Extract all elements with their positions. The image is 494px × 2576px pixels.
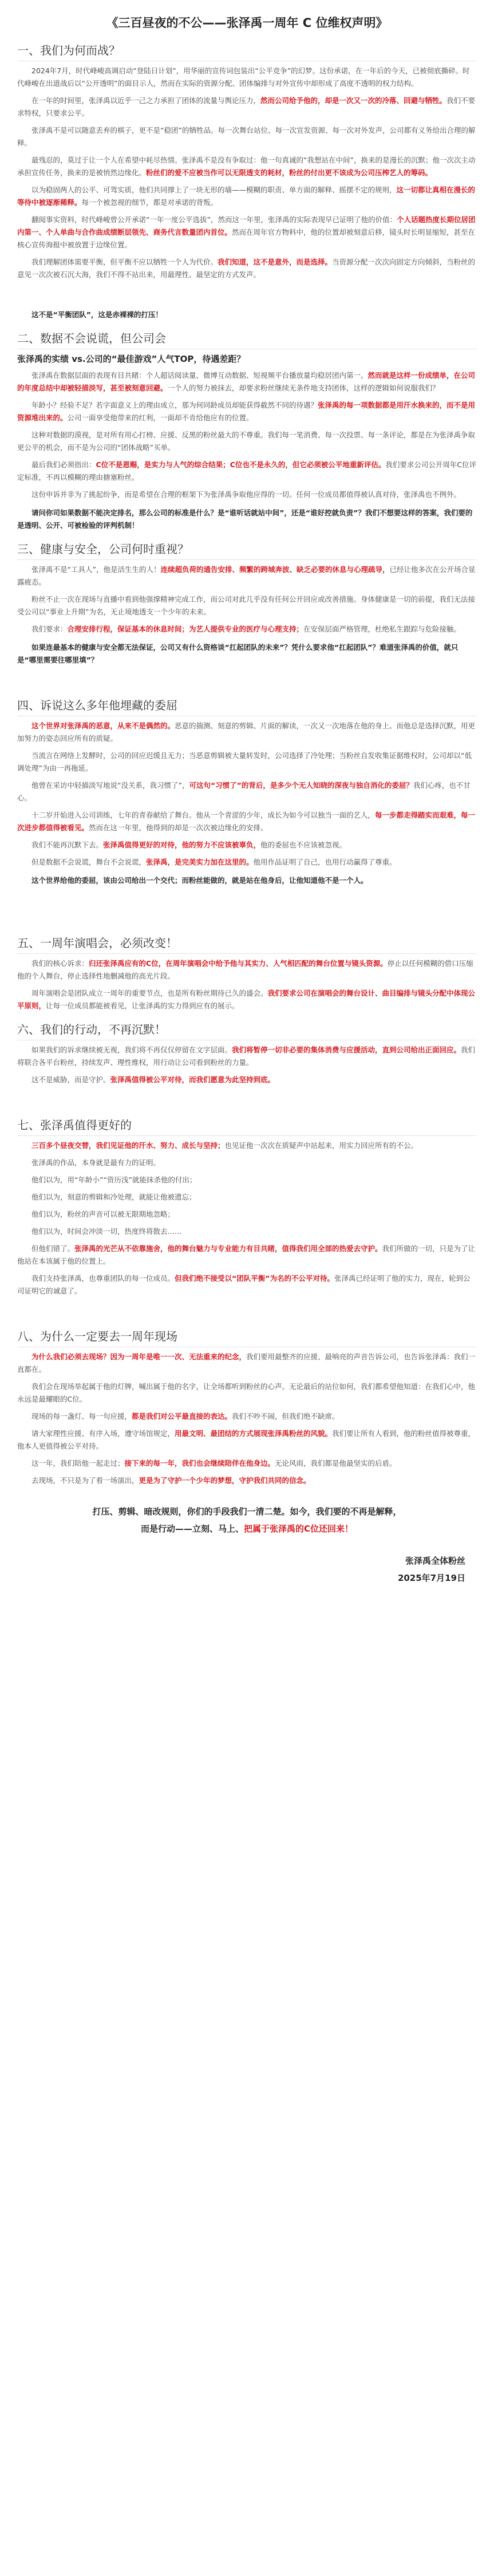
highlight-text: 我们知道，这不是意外，而是选择。: [218, 258, 333, 266]
list-line: 他们以为，时间会冲淡一切，热度终将散去……: [31, 1227, 182, 1236]
paragraph: [17, 1410, 477, 1423]
text: 我们要求公司公开周年C位评定标准，不再以模糊的理由搪塞粉丝。: [17, 460, 477, 482]
text: 然而在这一年里，他得到的却是一次次被边缘化的安排。: [89, 823, 268, 832]
highlight-text: 这一切都让真相在漫长的等待中被逐渐稀释。: [17, 186, 476, 207]
section-heading: 三、健康与安全，公司何时重视？: [17, 540, 477, 560]
text: 也见证他一次次在质疑声中站起来，用实力回应所有的不公。: [224, 1141, 418, 1150]
closing-line: [17, 1520, 477, 1537]
signature-org: 张泽禹全体粉丝: [405, 1556, 465, 1566]
highlight-text: 接下来的每一年，我们也会继续陪伴在他身边。: [124, 1459, 275, 1468]
highlight-text: 张泽禹的每一项数据都是用汗水换来的，而不是用资源堆出来的。: [17, 401, 476, 422]
text: 我们的核心诉求：: [31, 959, 89, 968]
closing-statement: [17, 1503, 477, 1537]
text: 每一个被忽视的细节，都是对承诺的背叛。: [81, 198, 218, 207]
text: 最残忍的，莫过于让一个人在希望中耗尽热情。张泽禹不是没有争取过：他一句真诚的“我想站在中间”，换来的是漫长的沉默；他一次次主动承担宣传任务，换来的是被悄然边缘化。: [17, 156, 476, 177]
text: 如果我们的诉求继续被无视，我们将不再仅仅停留在文字层面。: [31, 1046, 232, 1054]
paragraph: [17, 809, 477, 834]
text: 在安保层面严格管理，杜绝私生跟踪与危险接触。: [303, 625, 461, 633]
paragraph: 张泽禹不是可以随意丢弃的棋子，更不是“稳团”的牺牲品。每一次舞台站位、每一次宣发资源、每一次对外发声，公司都有义务给出合理的解释。: [17, 126, 476, 147]
paragraph: [17, 184, 477, 209]
highlight-text: 但我们绝不接受以“团队平衡”为名的不公平对待。: [175, 1274, 334, 1283]
text: 张泽禹已经证明了他的实力，现在，轮到公司证明它的诚意了。: [17, 1274, 471, 1295]
text: 一个人的努力被抹去，却要求粉丝继续无条件地支持团体，这样的逻辑如何说服我们？: [167, 384, 440, 392]
highlight-text: 个人话题热度长期位居团内第一、个人单曲与合作曲成绩断层领先、商务代言数量团内首位。: [17, 215, 476, 236]
text: 我们不吵不闹，但我们绝不缺席。: [232, 1412, 339, 1421]
paragraph: [17, 1474, 477, 1487]
text: 我们要让所有人看到，他的粉丝值得被尊重，他本人更值得被公平对待。: [17, 1429, 476, 1450]
paragraph: 当流言在网络上发酵时，公司的回应迟缓且无力；当恶意剪辑被大量转发时，公司选择了冷处理；当粉丝自发收集证据维权时，公司却以“低调处理”为由一再拖延。: [17, 751, 472, 772]
section-heading: 二、数据不会说谎，但公司会: [17, 329, 477, 349]
text: 然而在周年官方物料中，他的位置却被刻意后移，镜头时长明显缩短，甚至在核心宣传海报中被放置于边缘位置。: [17, 228, 476, 249]
paragraph: [17, 957, 477, 983]
closing-line: 打压、剪辑、暗改规则，你们的手段我们一清二楚。如今，我们要的不再是解释，: [92, 1506, 402, 1517]
paragraph: [17, 563, 477, 589]
text: 停止以任何模糊的借口压缩他的个人舞台，停止选择性地删减他的高光片段。: [17, 959, 473, 980]
section-heading: 七、张泽禹值得更好的: [17, 1116, 477, 1136]
text: 我们心疼，也不甘心。: [17, 781, 471, 802]
paragraph: [17, 1074, 477, 1086]
paragraph: [17, 369, 477, 395]
list-line: 他们以为，粉丝的声音可以被无限期地忽略；: [31, 1210, 175, 1218]
text: 请大家理性应援、有序入场，遵守场馆规定，: [31, 1429, 175, 1438]
paragraph: [17, 1272, 477, 1297]
highlight-text: 我们将暂停一切非必要的集体消费与应援活动，直到公司给出正面回应。: [232, 1046, 461, 1054]
paragraph: [17, 154, 477, 179]
section-conclusion: 这不是“平衡团队”，这是赤裸裸的打压！: [31, 310, 163, 319]
section-5: [17, 934, 477, 1012]
highlight-text: 这个世界对张泽禹的恶意，: [31, 721, 118, 730]
text: 而是行动——立刻、马上、: [140, 1524, 244, 1534]
section-2: [17, 329, 477, 532]
highlight-text: 然而就是这样一份成绩单，在公司的年度总结中却被轻描淡写，甚至被刻意回避。: [17, 371, 476, 392]
section-6: [17, 1020, 477, 1086]
text: 周年演唱会是团队成立一周年的重要节点，也是所有粉丝期待已久的盛会。: [31, 989, 268, 997]
text: 我们理解团体需要平衡，但平衡不应以牺牲一个人为代价。: [31, 258, 218, 266]
highlight-text: 三百多个昼夜交替，: [31, 1141, 96, 1150]
section-question: 如果连最基本的健康与安全都无法保证，公司又有什么资格谈“扛起团队的未来”？凭什么要求他“扛起团队”？难道张泽禹的价值，就只是“哪里需要往哪里填”？: [17, 643, 459, 664]
highlight-text: 每一步都走得踏实而艰难，每一次进步都值得被看见。: [17, 811, 476, 832]
highlight-text: 用最文明、最团结的方式展现张泽禹粉丝的风貌。: [175, 1429, 333, 1438]
section-heading: 四、诉说这么多年他埋藏的委屈: [17, 696, 477, 716]
paragraph: 2024年7月，时代峰峻高调启动“登陆日计划”，用华丽的宣传词包装出“公平竞争”的幻梦。这份承诺，在一年后的今天，已被彻底撕碎。时代峰峻在出道战后以“公开透明”的面目示人，然而在实际的资源分配、团体编排与对外宣传中却形成了高度不透明的权力结构。: [17, 66, 470, 88]
list-line: 他们以为，用“年龄小”“资历浅”就能抹杀他的付出；: [31, 1175, 197, 1184]
page-title: 《三百昼夜的不公——张泽禹一周年 C 位维权声明》: [106, 16, 388, 30]
text: 去现场，不只是为了看一场演出，: [31, 1476, 139, 1485]
paragraph: [17, 720, 477, 745]
highlight-text: 然而公司给予他的，却是一次又一次的冷落、回避与牺牲。: [260, 96, 447, 105]
paragraph: 这份申诉并非为了挑起纷争，而是希望在合理的框架下为张泽禹争取他应得的一切。任何一位成员都值得被认真对待，张泽禹也不例外。: [31, 490, 461, 499]
highlight-text: 合理安排行程，保证基本的休息时间；为艺人提供专业的医疗与心理支持；: [67, 625, 304, 633]
highlight-text: 连续超负荷的通告安排、频繁的跨城奔波、缺乏必要的休息与心理疏导，: [160, 565, 390, 574]
paragraph: [17, 1351, 477, 1376]
text: 当资源分配一次次向固定方向倾斜，当粉丝的意见一次次被石沉大海，我们不得不站出来，用最理性、最坚定的方式发声。: [17, 258, 476, 279]
highlight-text: 粉丝们的爱不应被当作可以无限透支的耗材，粉丝的付出更不该成为公司压榨艺人的筹码。: [146, 168, 433, 177]
paragraph: [17, 779, 477, 804]
text: 现场的每一盏灯、每一句应援，: [31, 1412, 132, 1421]
text: 他用作品证明了自己，也用行动赢得了尊重。: [253, 858, 397, 866]
highlight-text: 更是为了守护一个少年的梦想，守护我们共同的信念。: [139, 1476, 311, 1485]
paragraph: [17, 459, 477, 484]
section-heading: 一、我们为何而战？: [17, 41, 477, 61]
highlight-text: 张泽禹值得更好的对待，他的努力不应该被辜负，: [103, 841, 261, 849]
paragraph: 张泽禹的作品，本身就是最有力的证明。: [31, 1158, 161, 1167]
paragraph: [17, 256, 477, 281]
list-line: 他们以为，刻意的剪辑和冷处理，就能让他被遗忘；: [31, 1193, 196, 1201]
paragraph: 我们会在现场举起属于他的灯牌，喊出属于他的名字，让全场都听到粉丝的心声。无论最后的站位如何，我们都希望他知道：在我们心中，他永远是最耀眼的C位。: [17, 1382, 476, 1403]
signature-date: 2025年7月19日: [397, 1573, 465, 1583]
text: 但他们错了。: [31, 1244, 75, 1253]
section-heading: 五、一周年演唱会，必须改变！: [17, 934, 477, 954]
text: 我们不能再沉默下去。: [31, 841, 104, 849]
highlight-text: 我们见证他的汗水、努力、成长与坚持；: [96, 1141, 225, 1150]
text: 最后我们必须指出：: [31, 460, 96, 469]
highlight-text: 因为一周年是唯一一次、无法重来的纪念，: [110, 1352, 247, 1361]
signature: [17, 1552, 465, 1587]
text: 他的委屈也不应该被忽视。: [260, 841, 347, 849]
text: 我们所做的一切，只是为了让他站在本该属于他的位置上。: [17, 1244, 476, 1265]
text: 他曾在采访中轻描淡写地说“没关系，我习惯了”，: [31, 781, 189, 790]
section-heading: 六、我们的行动，不再沉默！: [17, 1020, 477, 1040]
section-heading: 八、为什么一定要去一周年现场: [17, 1327, 477, 1347]
paragraph: [17, 856, 477, 869]
paragraph: [17, 987, 477, 1012]
paragraph: [17, 399, 477, 424]
text: 我们要求：: [31, 625, 68, 633]
highlight-text: 我们要求公司在演唱会的舞台设计、曲目编排与镜头分配中体现公平原则，: [17, 989, 476, 1010]
section-1: [17, 41, 477, 321]
section-4: [17, 696, 477, 887]
text: 我们不要求特权，只要求公平。: [17, 96, 476, 117]
text: 让每一位成员都能被看见，让张泽禹的实力得到应有的展示。: [46, 1001, 239, 1010]
paragraph: [17, 94, 477, 120]
highlight-text: 张泽禹值得被公平对待，而我们愿意为此坚持到底。: [110, 1075, 275, 1084]
text: 但是数据不会说谎，舞台不会说谎，: [31, 858, 147, 866]
section-8: [17, 1327, 477, 1487]
paragraph: 这种对数据的漠视，是对所有用心打榜、应援、反黑的粉丝最大的不尊重。我们每一笔消费、每一次投票、每一条评论，都是在为张泽禹争取更公平的机会，而不是为公司的“团体战略”买单。: [17, 431, 476, 452]
section-3: [17, 540, 477, 666]
text: 这不是威胁，而是守护。: [31, 1075, 110, 1084]
text: 恶意的揣测、刻意的剪辑、片面的解读，一次又一次地落在他的身上。而他总是选择沉默，用更加努力的姿态回应所有的质疑。: [17, 721, 476, 743]
section-question: 请问你司如果数据不能决定排名，那么公司的标准是什么？是“谁听话就站中间”，还是“谁好控就负责”？我们不想要这样的答案，我们要的是透明、公开、可被检验的评判机制！: [17, 508, 473, 530]
highlight-text: 从来不是偶然的。: [117, 721, 175, 730]
text: 在一年的时间里，张泽禹以近乎一己之力承担了团体的流量与舆论压力，: [31, 96, 261, 105]
text: 十二岁开始进入公司训练，七年的青春献给了舞台。他从一个青涩的少年，成长为如今可以独当一面的艺人，: [31, 811, 376, 819]
text: 年龄小？经验不足？若字面意义上的理由成立，那为何同龄成员却能获得截然不同的待遇？: [31, 401, 318, 409]
highlight-text: 归还张泽禹应有的C位，在周年演唱会中给予他与其实力、人气相匹配的舞台位置与镜头资源。: [89, 959, 388, 968]
paragraph: [17, 214, 477, 251]
highlight-text: 可这句“习惯了”的背后，是多少个无人知晓的深夜与独自消化的委屈？: [189, 781, 413, 790]
section-subheading: 张泽禹的实绩 vs.公司的“最佳游戏”人气TOP，待遇差距？: [17, 354, 246, 364]
text: 无论风雨，我们都是他最坚实的后盾。: [275, 1459, 397, 1468]
text: 我们支持张泽禹，也尊重团队的每一位成员。: [31, 1274, 175, 1283]
paragraph: [17, 623, 477, 636]
text: 已经让他多次在公开场合显露疲态。: [17, 565, 476, 586]
highlight-text: 为什么我们必须去现场？: [31, 1352, 110, 1361]
text: 翻阅事实资料，时代峰峻曾公开承诺“一年一度公平选拔”，然而这一年里，张泽禹的实际表现早已证明了他的价值：: [31, 215, 397, 224]
highlight-text: 张泽禹，是完美实力加在这里的。: [146, 858, 254, 866]
paragraph: 粉丝不止一次在现场与直播中看到他强撑精神完成工作，而公司对此几乎没有任何公开回应或改善措施。身体健康是一切的前提，我们无法接受公司以“事业上升期”为名，无止境地透支一个少年的未来。: [17, 595, 476, 616]
section-7: [17, 1116, 477, 1297]
text: 我们要用最整齐的应援、最响亮的声音告诉公司，也告诉张泽禹：我们一直都在。: [17, 1352, 476, 1374]
paragraph: [17, 1427, 477, 1453]
highlight-text: 张泽禹的光芒从不依靠施舍，他的舞台魅力与专业能力有目共睹，值得我们用全部的热爱去守护。: [74, 1244, 382, 1253]
text: 张泽禹在数据层面的表现有目共睹：个人超话阅读量、微博互动数据、短视频平台播放量均稳居团内第一。: [31, 371, 368, 380]
text: 我们将联合各平台粉丝，持续发声、理性维权，用行动让公司看到粉丝的力量。: [17, 1046, 476, 1067]
highlight-text: 都是我们对公平最直接的表达。: [132, 1412, 232, 1421]
paragraph: [17, 1139, 477, 1152]
text: 以为稳固两人的公平、可驾实质，他们共同撑上了一块无形的墙——模糊的职责、单方面的解释、摇摆不定的规则，: [31, 186, 397, 194]
paragraph: [17, 1242, 477, 1268]
text: 公司一面享受他带来的红利，一面却不肯给他应有的位置。: [67, 413, 254, 422]
highlight-text: C位不是恩赐，是实力与人气的综合结果；C位也不是永久的，但它必须被公平地重新评估。: [96, 460, 386, 469]
text: 张泽禹不是“工具人”，他是活生生的人！: [31, 565, 161, 574]
paragraph: [17, 1044, 477, 1069]
highlight-text: 把属于张泽禹的C位还回来！: [244, 1524, 354, 1534]
section-conclusion: 这个世界给他的委屈，该由公司给出一个交代；而粉丝能做的，就是站在他身后，让他知道他不是一个人。: [31, 876, 368, 885]
paragraph: [17, 839, 477, 851]
paragraph: [17, 1457, 477, 1470]
text: 这一年，我们陪他一起走过；: [31, 1459, 125, 1468]
